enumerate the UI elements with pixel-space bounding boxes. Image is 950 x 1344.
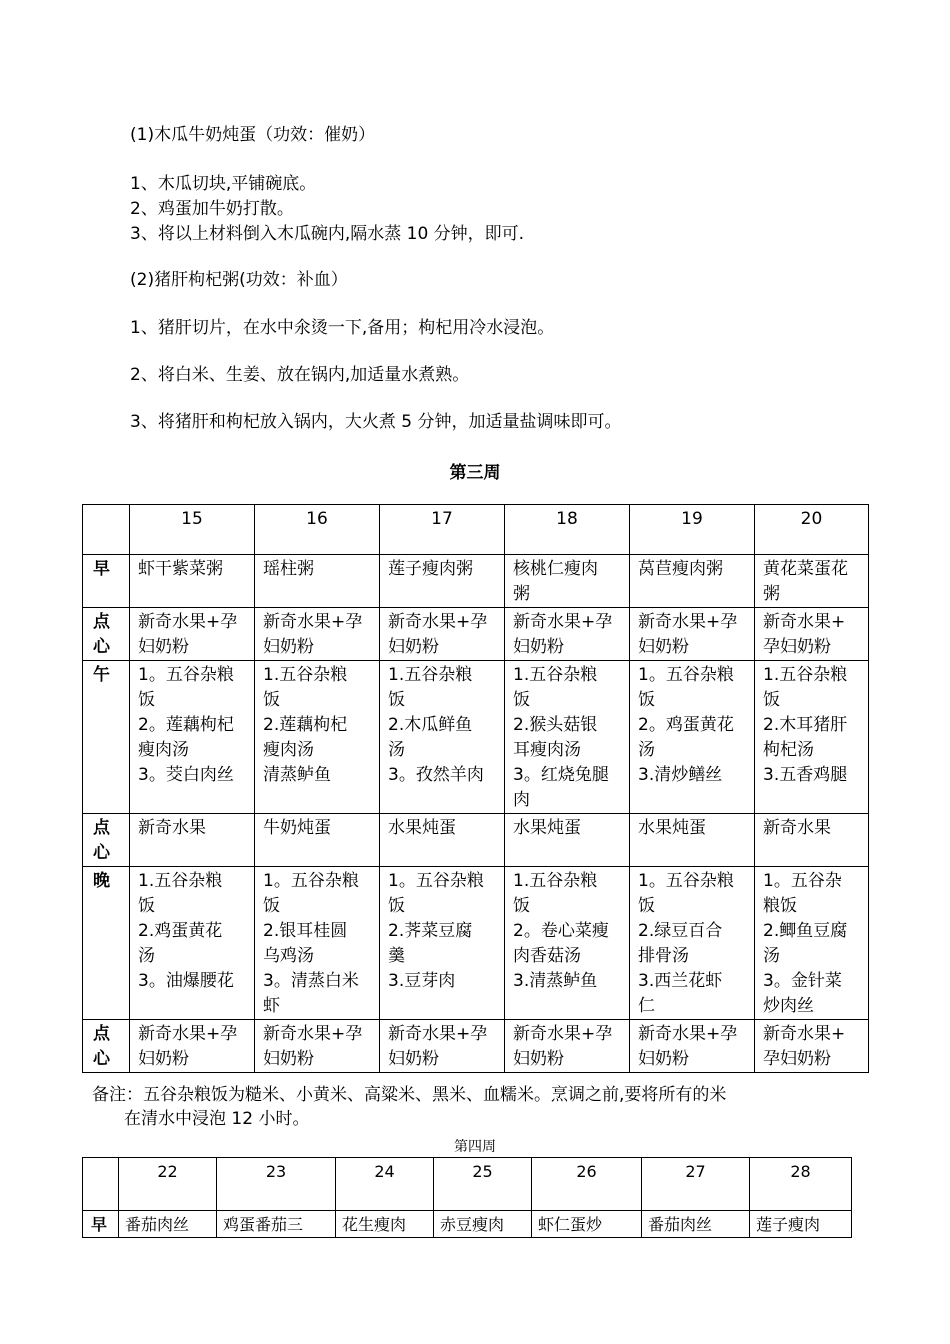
menu-item-text: 饭 [513,690,530,710]
menu-cell [505,608,630,661]
menu-item-text: 新奇水果+孕 [638,612,738,632]
recipe2-step-1: 1、猪肝切片，在水中氽烫一下,备用；枸杞用冷水浸泡。 [130,318,555,338]
menu-item-text: 1.五谷杂粮 [513,665,598,685]
menu-item-text: 新奇水果+孕 [513,612,613,632]
menu-item-text: 莴苣瘦肉粥 [638,559,723,579]
menu-cell [630,867,755,1020]
week3-title: 第三周 [449,463,501,483]
menu-item-text: 2.银耳桂圆 [263,921,348,941]
menu-item-text: 2.鸡蛋黄花 [138,921,223,941]
menu-item-text: 核桃仁瘦肉 [513,559,598,579]
menu-item-text: 3.清炒鳝丝 [638,765,723,785]
meal-row [83,1211,852,1238]
day-header: 26 [532,1158,642,1211]
menu-item-text: 新奇水果+ [763,1024,846,1044]
menu-item-text: 耳瘦肉汤 [513,740,581,760]
menu-item-text: 炒肉丝 [763,996,814,1016]
menu-item-text: 清蒸鲈鱼 [263,765,331,785]
meal-label [83,814,130,867]
menu-item-text: 新奇水果+孕 [388,612,488,632]
meal-label [83,608,130,661]
menu-item-text: 2.木耳猪肝 [763,715,848,735]
menu-cell [505,555,630,608]
menu-cell [505,661,630,814]
menu-item-text: 2。莲藕枸杞 [138,715,234,735]
menu-item-text: 新奇水果+孕 [138,612,238,632]
meal-row [83,1020,869,1073]
menu-cell [532,1211,642,1238]
meal-label-text: 心 [93,843,110,863]
menu-cell [380,814,505,867]
menu-item-text: 2.鲫鱼豆腐 [763,921,848,941]
menu-item-text: 妇奶粉 [388,637,439,657]
day-header: 28 [750,1158,852,1211]
meal-row [83,608,869,661]
meal-label-text: 点 [93,1024,110,1044]
menu-item-text: 番茄肉丝 [125,1215,190,1234]
menu-item-text: 羹 [388,946,405,966]
menu-item-text: 新奇水果+孕 [263,1024,363,1044]
menu-item-text: 汤 [638,740,655,760]
week3-table [82,504,869,1073]
menu-item-text: 瘦肉汤 [263,740,314,760]
day-header: 25 [434,1158,532,1211]
menu-item-text: 新奇水果 [138,818,206,838]
menu-cell [130,814,255,867]
menu-item-text: 孕妇奶粉 [763,1049,831,1069]
meal-label-text: 点 [93,612,110,632]
menu-item-text: 2.绿豆百合 [638,921,723,941]
menu-item-text: 3。孜然羊肉 [388,765,484,785]
menu-item-text: 赤豆瘦肉 [440,1215,505,1234]
menu-item-text: 3.清蒸鲈鱼 [513,971,598,991]
menu-item-text: 饭 [638,690,655,710]
menu-item-text: 孕妇奶粉 [763,637,831,657]
meal-label-text: 午 [93,665,110,685]
menu-item-text: 新奇水果+孕 [638,1024,738,1044]
day-header: 23 [217,1158,336,1211]
menu-cell [630,661,755,814]
menu-cell [130,555,255,608]
menu-cell [380,555,505,608]
day-header: 19 [630,505,755,555]
recipe1-step-2: 2、鸡蛋加牛奶打散。 [130,199,294,219]
menu-item-text: 2.莲藕枸杞 [263,715,348,735]
meal-label [83,1211,119,1238]
menu-item-text: 妇奶粉 [263,637,314,657]
header-row [83,505,869,555]
day-header: 24 [336,1158,434,1211]
menu-cell [380,1020,505,1073]
day-header: 15 [130,505,255,555]
menu-item-text: 虾 [263,996,280,1016]
menu-item-text: 1.五谷杂粮 [513,871,598,891]
menu-cell [755,661,869,814]
menu-item-text: 饭 [138,896,155,916]
meal-row [83,661,869,814]
corner-cell [83,1158,119,1211]
menu-cell [130,1020,255,1073]
meal-label [83,555,130,608]
menu-cell [505,1020,630,1073]
menu-item-text: 妇奶粉 [263,1049,314,1069]
menu-item-text: 3.西兰花虾 [638,971,723,991]
menu-item-text: 1。五谷杂粮 [138,665,234,685]
menu-item-text: 肉香菇汤 [513,946,581,966]
meal-label-text: 晚 [93,871,110,891]
menu-item-text: 饭 [263,896,280,916]
menu-cell [255,608,380,661]
menu-cell [642,1211,750,1238]
menu-item-text: 3。清蒸白米 [263,971,359,991]
menu-item-text: 2.荠菜豆腐 [388,921,473,941]
menu-item-text: 1.五谷杂粮 [263,665,348,685]
recipe1-step-3: 3、将以上材料倒入木瓜碗内,隔水蒸 10 分钟，即可. [130,224,525,244]
day-header: 22 [119,1158,217,1211]
menu-cell [255,661,380,814]
menu-item-text: 2.木瓜鲜鱼 [388,715,473,735]
menu-item-text: 新奇水果 [763,818,831,838]
menu-item-text: 瑶柱粥 [263,559,314,579]
menu-cell [380,661,505,814]
note-line-1: 备注：五谷杂粮饭为糙米、小黄米、高粱米、黑米、血糯米。烹调之前,要将所有的米 [92,1085,727,1105]
meal-label [83,661,130,814]
menu-item-text: 饭 [388,896,405,916]
menu-item-text: 2。卷心菜瘦 [513,921,609,941]
meal-row [83,814,869,867]
menu-item-text: 汤 [388,740,405,760]
menu-item-text: 虾仁蛋炒 [538,1215,603,1234]
menu-item-text: 水果炖蛋 [638,818,706,838]
menu-item-text: 新奇水果+ [763,612,846,632]
menu-item-text: 水果炖蛋 [513,818,581,838]
menu-cell [130,867,255,1020]
note-line-2: 在清水中浸泡 12 小时。 [124,1109,310,1129]
day-header: 17 [380,505,505,555]
menu-item-text: 1.五谷杂粮 [388,665,473,685]
week4-title: 第四周 [454,1139,496,1155]
menu-item-text: 妇奶粉 [513,1049,564,1069]
week4-table [82,1157,852,1238]
menu-item-text: 黄花菜蛋花 [763,559,848,579]
menu-cell [255,1020,380,1073]
menu-item-text: 仁 [638,996,655,1016]
meal-label-text: 早 [93,559,110,579]
menu-item-text: 瘦肉汤 [138,740,189,760]
menu-cell [755,555,869,608]
menu-item-text: 肉 [513,790,530,810]
menu-item-text: 饭 [638,896,655,916]
menu-cell [130,608,255,661]
day-header: 18 [505,505,630,555]
menu-item-text: 3。茭白肉丝 [138,765,234,785]
menu-item-text: 新奇水果+孕 [388,1024,488,1044]
menu-cell [630,814,755,867]
menu-item-text: 鸡蛋番茄三 [223,1215,304,1234]
menu-item-text: 虾干紫菜粥 [138,559,223,579]
meal-label [83,1020,130,1073]
menu-item-text: 妇奶粉 [388,1049,439,1069]
meal-label-text: 早 [91,1215,108,1234]
menu-item-text: 莲子瘦肉 [756,1215,821,1234]
menu-cell [380,867,505,1020]
menu-item-text: 饭 [263,690,280,710]
recipe2-title: (2)猪肝枸杞粥(功效：补血） [130,270,348,290]
menu-item-text: 粥 [513,584,530,604]
meal-row [83,555,869,608]
menu-item-text: 3。红烧兔腿 [513,765,609,785]
menu-item-text: 妇奶粉 [513,637,564,657]
menu-item-text: 饭 [388,690,405,710]
menu-item-text: 3.豆芽肉 [388,971,456,991]
menu-item-text: 1。五谷杂粮 [638,871,734,891]
menu-item-text: 3。金针菜 [763,971,842,991]
menu-cell [119,1211,217,1238]
day-header: 27 [642,1158,750,1211]
menu-item-text: 花生瘦肉 [342,1215,407,1234]
menu-cell [755,867,869,1020]
menu-item-text: 莲子瘦肉粥 [388,559,473,579]
menu-item-text: 排骨汤 [638,946,689,966]
menu-item-text: 新奇水果+孕 [513,1024,613,1044]
menu-item-text: 妇奶粉 [138,637,189,657]
menu-item-text: 水果炖蛋 [388,818,456,838]
recipe1-title: (1)木瓜牛奶炖蛋（功效：催奶） [130,125,376,145]
menu-cell [255,867,380,1020]
menu-cell [630,608,755,661]
menu-item-text: 3.五香鸡腿 [763,765,848,785]
menu-cell [255,814,380,867]
menu-item-text: 饭 [138,690,155,710]
menu-cell [505,814,630,867]
menu-item-text: 妇奶粉 [638,1049,689,1069]
menu-cell [630,555,755,608]
meal-row [83,867,869,1020]
recipe1-step-1: 1、木瓜切块,平铺碗底。 [130,174,317,194]
menu-item-text: 粮饭 [763,896,797,916]
meal-label [83,867,130,1020]
menu-cell [255,555,380,608]
menu-item-text: 枸杞汤 [763,740,814,760]
meal-label-text: 心 [93,637,110,657]
menu-item-text: 1。五谷杂粮 [388,871,484,891]
menu-item-text: 新奇水果+孕 [138,1024,238,1044]
menu-cell [336,1211,434,1238]
menu-item-text: 妇奶粉 [138,1049,189,1069]
menu-cell [380,608,505,661]
menu-item-text: 牛奶炖蛋 [263,818,331,838]
menu-item-text: 饭 [513,896,530,916]
menu-item-text: 1。五谷杂粮 [263,871,359,891]
menu-item-text: 粥 [763,584,780,604]
menu-cell [505,867,630,1020]
menu-cell [130,661,255,814]
menu-cell [755,814,869,867]
menu-item-text: 3。油爆腰花 [138,971,234,991]
menu-cell [750,1211,852,1238]
day-header: 20 [755,505,869,555]
meal-label-text: 心 [93,1049,110,1069]
menu-item-text: 1。五谷杂粮 [638,665,734,685]
meal-label-text: 点 [93,818,110,838]
menu-item-text: 汤 [763,946,780,966]
recipe2-step-2: 2、将白米、生姜、放在锅内,加适量水煮熟。 [130,365,470,385]
menu-item-text: 汤 [138,946,155,966]
menu-cell [434,1211,532,1238]
menu-cell [755,608,869,661]
header-row [83,1158,852,1211]
menu-item-text: 2.猴头菇银 [513,715,598,735]
menu-item-text: 1。五谷杂 [763,871,842,891]
menu-cell [630,1020,755,1073]
menu-item-text: 2。鸡蛋黄花 [638,715,734,735]
menu-item-text: 番茄肉丝 [648,1215,713,1234]
menu-item-text: 饭 [763,690,780,710]
menu-item-text: 1.五谷杂粮 [763,665,848,685]
day-header: 16 [255,505,380,555]
menu-item-text: 妇奶粉 [638,637,689,657]
menu-item-text: 乌鸡汤 [263,946,314,966]
menu-item-text: 1.五谷杂粮 [138,871,223,891]
menu-cell [755,1020,869,1073]
corner-cell [83,505,130,555]
menu-cell [217,1211,336,1238]
recipe2-step-3: 3、将猪肝和枸杞放入锅内，大火煮 5 分钟，加适量盐调味即可。 [130,412,622,432]
menu-item-text: 新奇水果+孕 [263,612,363,632]
